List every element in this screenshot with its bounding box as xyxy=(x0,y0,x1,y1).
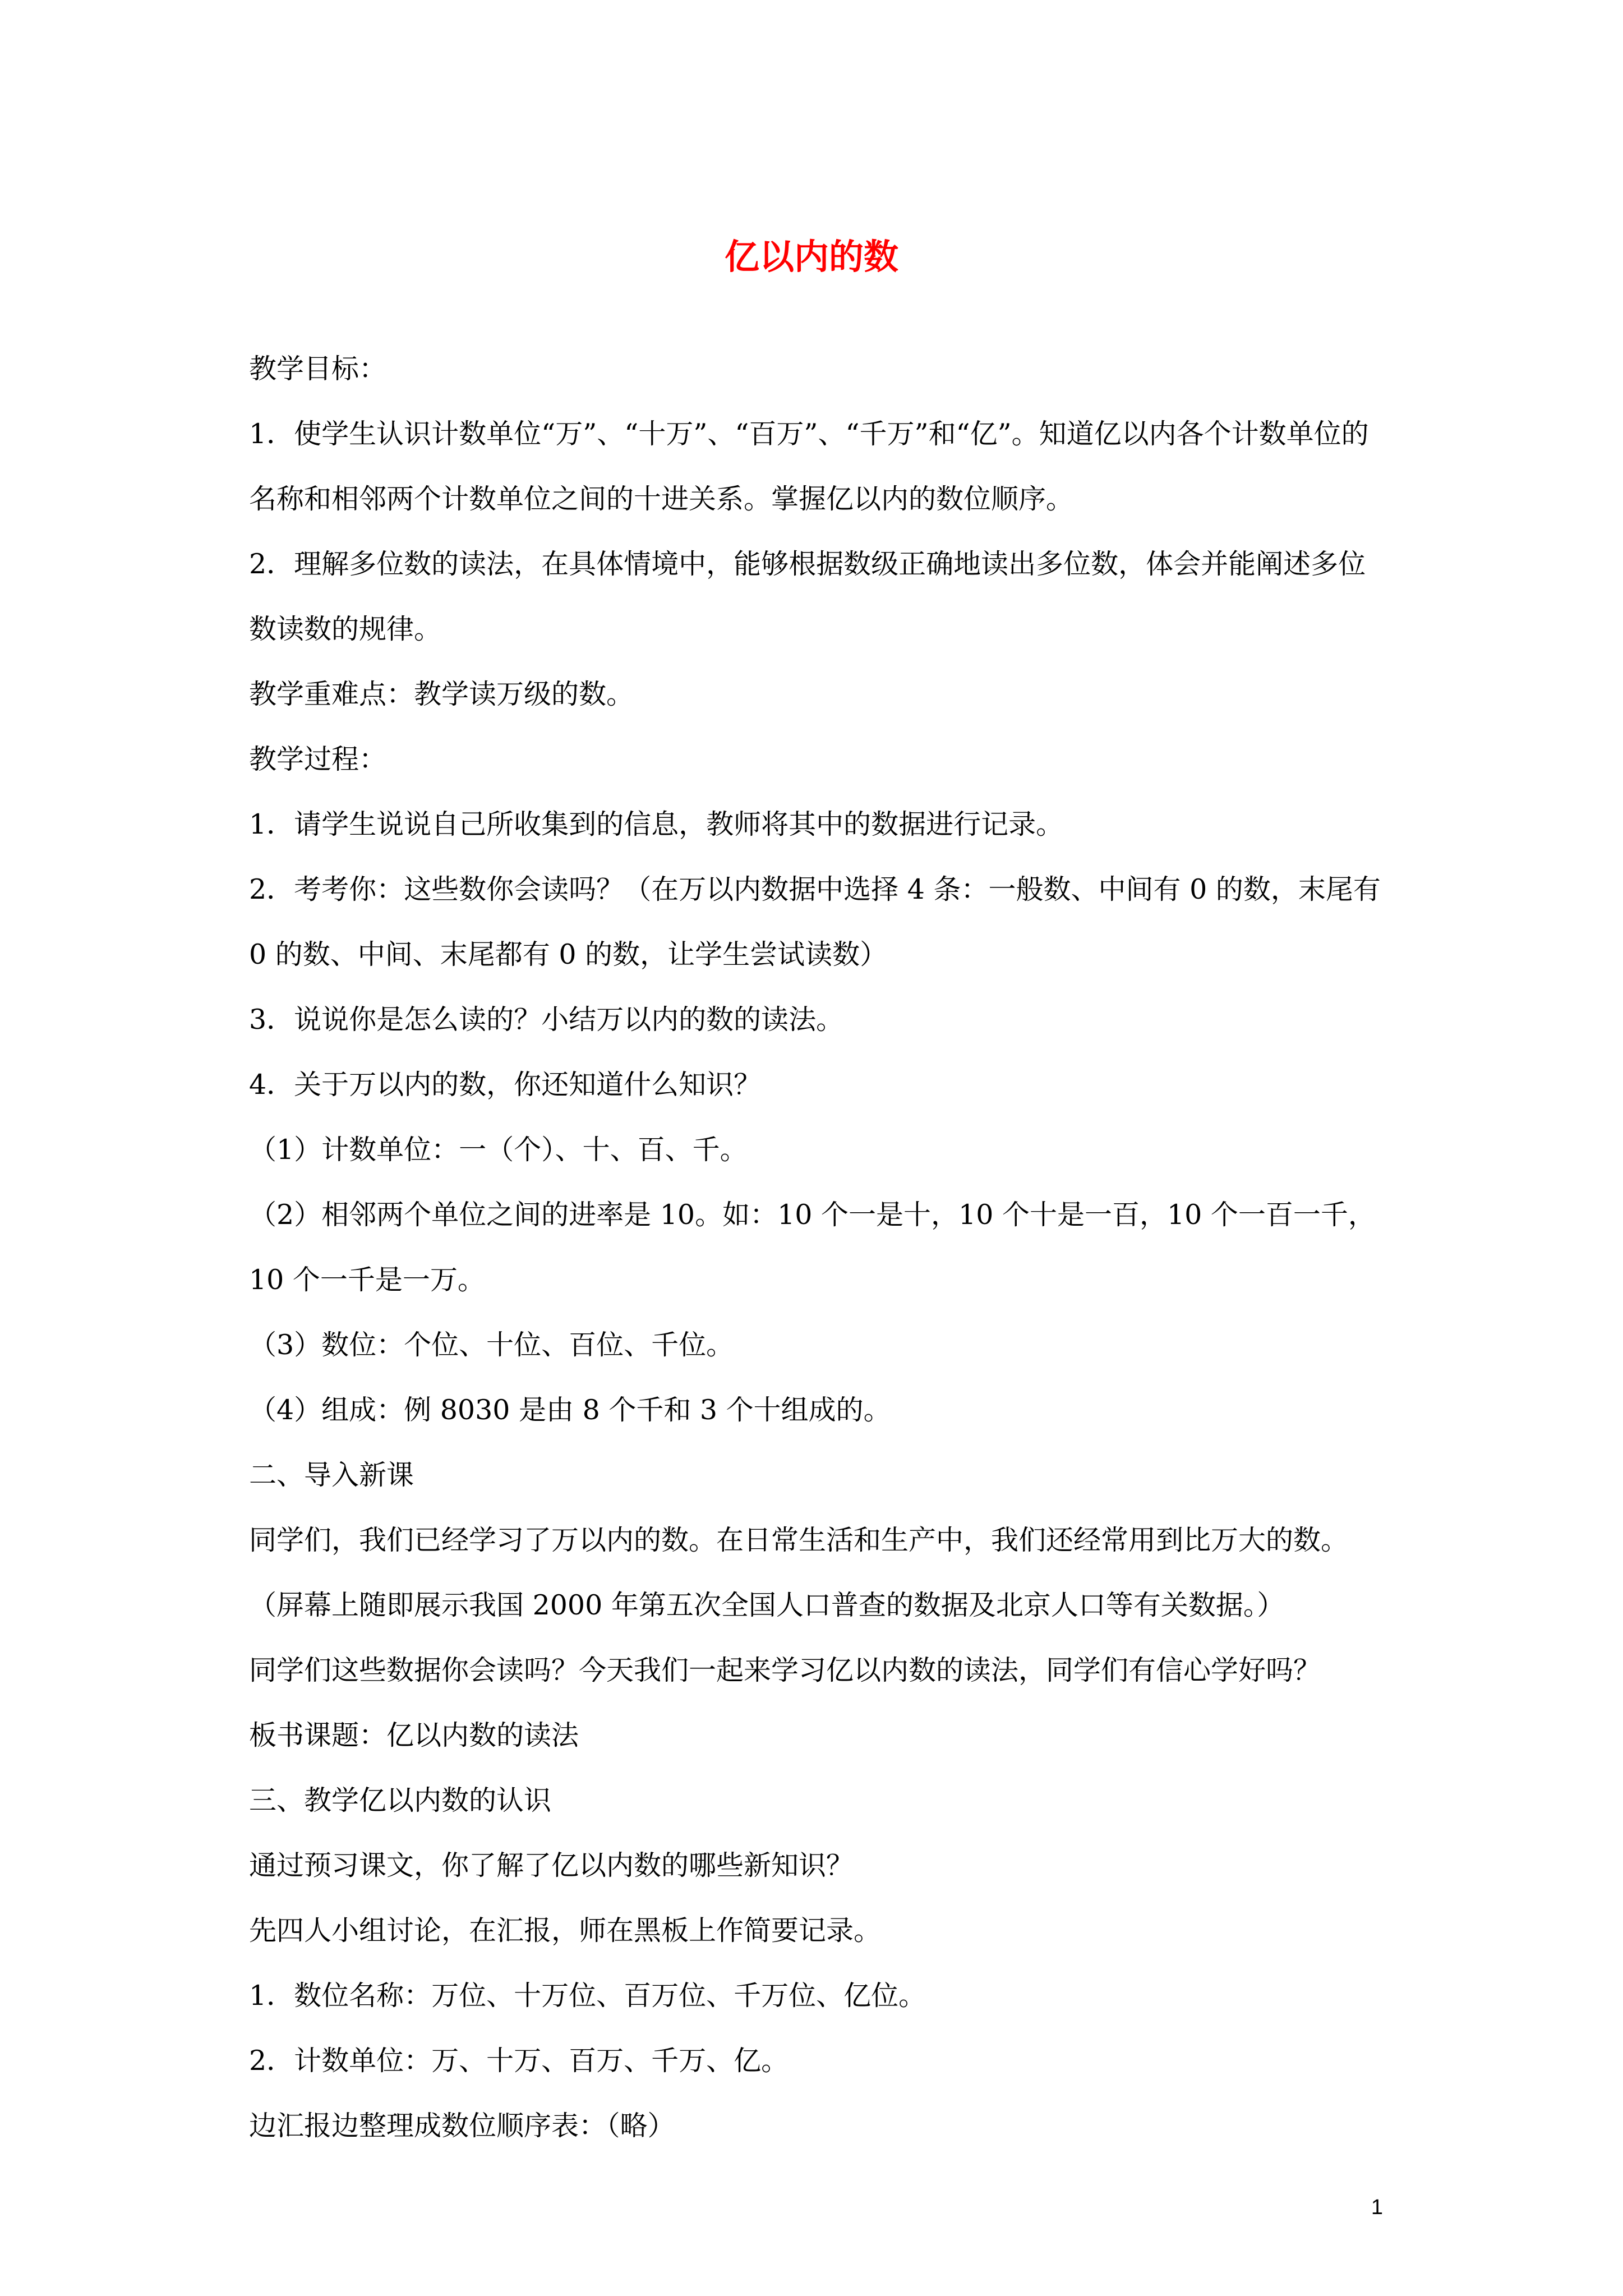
paragraph: 4．关于万以内的数，你还知道什么知识？ xyxy=(249,1069,762,1101)
paragraph: （4）组成：例 8030 是由 8 个千和 3 个十组成的。 xyxy=(249,1394,891,1426)
paragraph: 同学们，我们已经学习了万以内的数。在日常生活和生产中，我们还经常用到比万大的数。（屏幕上随即展示我国 2000 年第五次全国人口普查的数据及北京人口等有关数据。） xyxy=(249,1524,1349,1621)
paragraph: 2．计数单位：万、十万、百万、千万、亿。 xyxy=(249,2045,789,2077)
paragraph: 2．理解多位数的读法，在具体情境中，能够根据数级正确地读出多位数，体会并能阐述多位数读数的规律。 xyxy=(249,548,1366,645)
paragraph: 通过预习课文，你了解了亿以内数的哪些新知识？ xyxy=(249,1849,854,1881)
paragraph: 1．请学生说说自己所收集到的信息，教师将其中的数据进行记录。 xyxy=(249,808,1064,840)
paragraph: 3．说说你是怎么读的？小结万以内的数的读法。 xyxy=(249,1004,844,1036)
paragraph: 先四人小组讨论，在汇报，师在黑板上作简要记录。 xyxy=(249,1915,882,1947)
paragraph: 板书课题：亿以内数的读法 xyxy=(249,1719,579,1751)
paragraph: 教学目标： xyxy=(249,353,387,385)
paragraph: （2）相邻两个单位之间的进率是 10。如：10 个一是十，10 个十是一百，10 个一百一千，10 个一千是一万。 xyxy=(249,1199,1376,1296)
document-title: 亿以内的数 xyxy=(724,236,898,277)
paragraph: 教学重难点：教学读万级的数。 xyxy=(249,678,634,710)
section-heading: 二、导入新课 xyxy=(249,1459,414,1491)
paragraph: 1．使学生认识计数单位“万”、“十万”、“百万”、“千万”和“亿”。知道亿以内各个计数单位的名称和相邻两个计数单位之间的十进关系。掌握亿以内的数位顺序。 xyxy=(249,418,1369,515)
page-number: 1 xyxy=(1371,2196,1383,2219)
paragraph: （1）计数单位：一（个）、十、百、千。 xyxy=(249,1134,748,1166)
document-body xyxy=(249,337,1382,2159)
paragraph: 边汇报边整理成数位顺序表：（略） xyxy=(249,2110,675,2142)
paragraph: （3）数位：个位、十位、百位、千位。 xyxy=(249,1329,734,1361)
paragraph: 1．数位名称：万位、十万位、百万位、千万位、亿位。 xyxy=(249,1980,926,2012)
paragraph: 2．考考你：这些数你会读吗？（在万以内数据中选择 4 条：一般数、中间有 0 的数，末尾有 0 的数、中间、末尾都有 0 的数，让学生尝试读数） xyxy=(249,873,1381,970)
paragraph: 教学过程： xyxy=(249,743,387,775)
section-heading: 三、教学亿以内数的认识 xyxy=(249,1784,552,1816)
paragraph: 同学们这些数据你会读吗？今天我们一起来学习亿以内数的读法，同学们有信心学好吗？ xyxy=(249,1654,1321,1686)
